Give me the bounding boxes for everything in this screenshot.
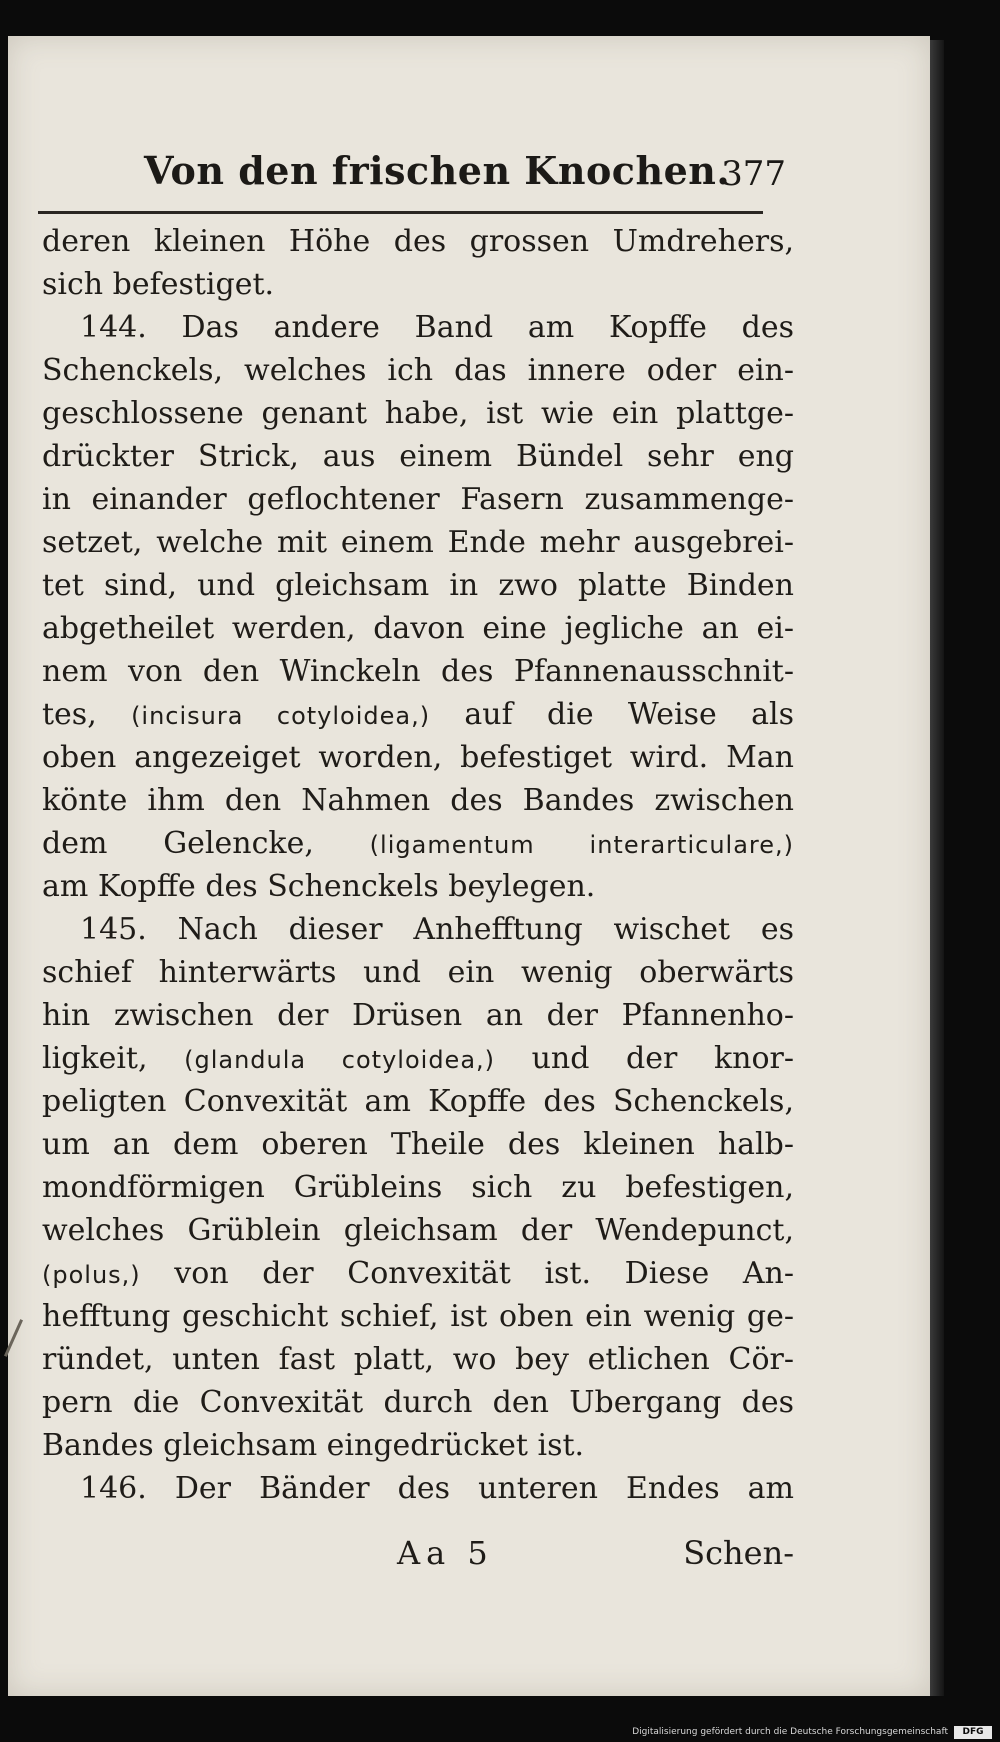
text-line: setzet, welche mit einem Ende mehr ausgebrei-: [42, 525, 794, 560]
text-line: mondförmigen Grübleins sich zu befestigen,: [42, 1170, 794, 1205]
text-line: um an dem oberen Theile des kleinen halb-: [42, 1127, 794, 1162]
text-line: abgetheilet werden, davon eine jegliche an ei-: [42, 611, 794, 646]
running-head-title: Von den frischen Knochen.: [144, 148, 731, 193]
text-line: welches Grüblein gleichsam der Wendepunct,: [42, 1213, 794, 1248]
text-line: könte ihm den Nahmen des Bandes zwischen: [42, 783, 794, 818]
catchword: Schen-: [683, 1534, 794, 1572]
signature-mark: Aa 5: [397, 1534, 494, 1572]
book-page: [8, 36, 930, 1696]
text-line: am Kopffe des Schenckels beylegen.: [42, 869, 596, 904]
text-segment: und der knor-: [495, 1041, 794, 1076]
text-segment: ligkeit,: [42, 1041, 185, 1076]
latin-term: (polus,): [42, 1261, 141, 1289]
text-line: deren kleinen Höhe des grossen Umdrehers,: [42, 224, 794, 259]
text-line: 146. Der Bänder des unteren Endes am: [80, 1471, 794, 1506]
text-line: nem von den Winckeln des Pfannenausschnit-: [42, 654, 794, 689]
header-rule: [38, 211, 763, 214]
latin-term: (ligamentum interarticulare,): [369, 831, 794, 859]
text-line: geschlossene genant habe, ist wie ein plattge-: [42, 396, 794, 431]
page-footer: [42, 1534, 794, 1584]
text-segment: dem Gelencke,: [42, 826, 370, 861]
body-text: [42, 220, 794, 1510]
text-line: pern die Convexität durch den Ubergang des: [42, 1385, 794, 1420]
text-segment: tes,: [42, 697, 132, 732]
text-line: oben angezeiget worden, befestiget wird. Man: [42, 740, 794, 775]
digitization-credit: Digitalisierung gefördert durch die Deutsche Forschungsgemeinschaft: [632, 1727, 948, 1737]
text-line: sich befestiget.: [42, 267, 275, 302]
dfg-logo: DFG: [954, 1726, 992, 1739]
text-line: ründet, unten fast platt, wo bey etlichen Cör-: [42, 1342, 794, 1377]
text-line: 144. Das andere Band am Kopffe des: [80, 310, 794, 345]
text-line: schief hinterwärts und ein wenig oberwärts: [42, 955, 794, 990]
page-edge-shadow: [930, 40, 944, 1696]
text-line: Schenckels, welches ich das innere oder ein-: [42, 353, 794, 388]
text-segment: auf die Weise als: [430, 697, 794, 732]
text-line: [42, 822, 794, 865]
text-line: peligten Convexität am Kopffe des Schenckels,: [42, 1084, 794, 1119]
text-line: drückter Strick, aus einem Bündel sehr eng: [42, 439, 794, 474]
text-line: [42, 693, 794, 736]
page-number: 377: [721, 154, 786, 194]
text-line: [42, 1037, 794, 1080]
text-line: in einander geflochtener Fasern zusammenge-: [42, 482, 794, 517]
text-line: Bandes gleichsam eingedrücket ist.: [42, 1428, 585, 1463]
text-line: hin zwischen der Drüsen an der Pfannenho-: [42, 998, 794, 1033]
text-line: 145. Nach dieser Anhefftung wischet es: [80, 912, 794, 947]
text-line: hefftung geschicht schief, ist oben ein wenig ge-: [42, 1299, 794, 1334]
latin-term: (incisura cotyloidea,): [131, 702, 431, 730]
latin-term: (glandula cotyloidea,): [184, 1046, 496, 1074]
text-segment: von der Convexität ist. Diese An-: [140, 1256, 794, 1291]
text-line: tet sind, und gleichsam in zwo platte Binden: [42, 568, 794, 603]
text-line: [42, 1252, 794, 1295]
running-head: [136, 148, 786, 208]
